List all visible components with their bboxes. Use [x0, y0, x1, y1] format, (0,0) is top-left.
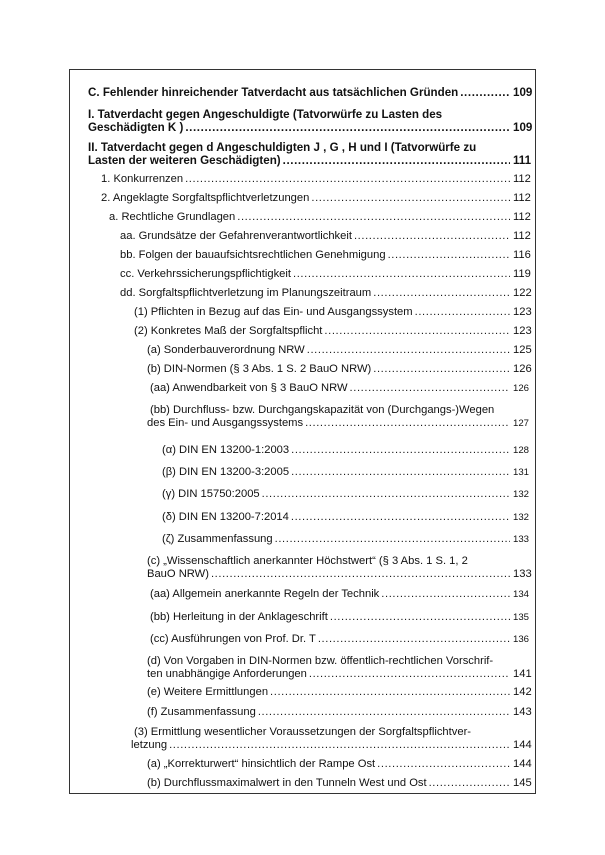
toc-title: (a) Sonderbauverordnung NRW	[147, 344, 305, 356]
toc-page: 116	[513, 249, 531, 261]
toc-entry-b-bb[interactable]	[70, 404, 535, 430]
toc-title: aa. Grundsätze der Gefahrenverantwortlichkeit	[120, 230, 352, 242]
toc-leader	[354, 230, 510, 243]
toc-entry-2b-din[interactable]	[70, 363, 535, 376]
toc-entry-aa[interactable]	[70, 230, 535, 243]
toc-title: des Ein- und Ausgangssystems	[147, 417, 304, 429]
toc-title: (cc) Ausführungen von Prof. Dr. T	[150, 633, 316, 645]
toc-title: (ζ) Zusammenfassung	[162, 533, 273, 545]
toc-entry-c-hoechst[interactable]	[70, 555, 535, 581]
toc-title: 1. Konkurrenzen	[101, 173, 184, 185]
toc-entry-3a[interactable]	[70, 758, 535, 771]
toc-leader	[373, 287, 510, 300]
toc-leader	[330, 611, 510, 624]
toc-entry-dd-2[interactable]	[70, 325, 535, 338]
toc-leader	[429, 777, 510, 790]
toc-title: ten unabhängige Anforderungen	[147, 668, 307, 680]
toc-title: (β) DIN EN 13200-3:2005	[162, 466, 290, 478]
toc-page: 136	[513, 634, 530, 645]
toc-title: letzung	[131, 739, 168, 751]
toc-leader	[373, 363, 510, 376]
toc-leader	[293, 268, 510, 281]
toc-page: 123	[513, 325, 532, 337]
toc-leader	[283, 154, 510, 167]
toc-page: 144	[513, 739, 532, 751]
toc-title-line1: (3) Ermittlung wesentlicher Voraussetzungen der Sorgfaltspflichtver-	[134, 726, 472, 738]
toc-title: (1) Pflichten in Bezug auf das Ein- und Ausgangssystem	[134, 306, 413, 318]
toc-leader	[305, 417, 510, 430]
toc-title: Lasten der weiteren Geschädigten)	[88, 154, 281, 167]
toc-entry-c-bb[interactable]	[70, 611, 535, 624]
toc-entry-2a[interactable]	[70, 211, 535, 224]
toc-entry-alpha[interactable]	[70, 444, 535, 457]
toc-leader	[309, 668, 510, 681]
toc-leader	[185, 173, 510, 186]
toc-title: (b) Durchflussmaximalwert in den Tunneln West und Ost	[147, 777, 427, 789]
toc-title-line1: II. Tatverdacht gegen d Angeschuldigten J , G , H und I (Tatvorwürfe zu	[88, 141, 477, 154]
toc-leader	[291, 466, 510, 479]
toc-leader	[381, 588, 510, 601]
toc-leader	[262, 488, 510, 501]
toc-title: (a) „Korrekturwert“ hinsichtlich der Rampe Ost	[147, 758, 376, 770]
toc-page: 112	[513, 173, 531, 185]
toc-leader	[350, 382, 510, 395]
toc-leader	[185, 121, 510, 134]
toc-entry-dd-1[interactable]	[70, 306, 535, 319]
toc-page: 127	[513, 418, 530, 429]
toc-leader	[169, 739, 510, 752]
toc-title-line1: (bb) Durchfluss- bzw. Durchgangskapazität von (Durchgangs-)Wegen	[150, 404, 495, 416]
toc-leader	[388, 249, 510, 262]
toc-entry-c-aa[interactable]	[70, 588, 535, 601]
toc-title: (bb) Herleitung in der Anklageschrift	[150, 611, 328, 623]
toc-page: 126	[513, 363, 532, 375]
toc-page: 132	[513, 512, 530, 523]
toc-page: 112	[513, 211, 531, 223]
toc-page: 134	[513, 589, 530, 600]
toc-title: (b) DIN-Normen (§ 3 Abs. 1 S. 2 BauO NRW)	[147, 363, 372, 375]
toc-page: 109	[513, 86, 533, 99]
toc-title: a. Rechtliche Grundlagen	[109, 211, 236, 223]
toc-leader	[318, 633, 510, 646]
toc-page: 119	[513, 268, 531, 280]
toc-page: 112	[513, 192, 531, 204]
toc-page: 133	[513, 534, 530, 545]
toc-entry-dd-3[interactable]	[70, 726, 535, 752]
toc-page: 125	[513, 344, 532, 356]
toc-page: 132	[513, 489, 530, 500]
toc-leader	[211, 568, 510, 581]
toc-title-line1: (d) Von Vorgaben in DIN-Normen bzw. öffentlich-rechtlichen Vorschrif-	[147, 655, 494, 667]
toc-leader	[291, 511, 510, 524]
toc-page: 135	[513, 612, 530, 623]
toc-entry-dd[interactable]	[70, 287, 535, 300]
toc-entry-e[interactable]	[70, 686, 535, 699]
toc-page: 133	[513, 568, 532, 580]
toc-page: 131	[513, 467, 530, 478]
toc-entry-c[interactable]	[70, 86, 535, 99]
toc-page: 111	[513, 154, 532, 167]
toc-page: 112	[513, 230, 531, 242]
toc-title: (γ) DIN 15750:2005	[162, 488, 260, 500]
toc-entry-3b[interactable]	[70, 777, 535, 790]
toc-leader	[237, 211, 510, 224]
toc-leader	[270, 686, 510, 699]
toc-title-line1: (c) „Wissenschaftlich anerkannter Höchstwert“ (§ 3 Abs. 1 S. 1, 2	[147, 555, 468, 567]
toc-leader	[324, 325, 510, 338]
toc-leader	[415, 306, 510, 319]
toc-entry-cc[interactable]	[70, 268, 535, 281]
toc-entry-f[interactable]	[70, 706, 535, 719]
toc-title: (f) Zusammenfassung	[147, 706, 256, 718]
toc-page: 144	[513, 758, 532, 770]
toc-entry-bb[interactable]	[70, 249, 535, 262]
toc-leader	[291, 444, 510, 457]
toc-page: 109	[513, 121, 533, 134]
toc-entry-i[interactable]	[70, 108, 535, 134]
toc-leader	[460, 86, 510, 99]
toc-entry-2[interactable]	[70, 192, 535, 205]
toc-leader	[311, 192, 510, 205]
toc-page: 143	[513, 706, 532, 718]
toc-leader	[275, 533, 510, 546]
toc-title: C. Fehlender hinreichender Tatverdacht aus tatsächlichen Gründen	[88, 86, 459, 99]
toc-entry-2a-son[interactable]	[70, 344, 535, 357]
toc-page: 145	[513, 777, 532, 789]
toc-entry-delta[interactable]	[70, 511, 535, 524]
toc-title-line1: I. Tatverdacht gegen Angeschuldigte (Tatvorwürfe zu Lasten des	[88, 108, 443, 121]
toc-entry-d[interactable]	[70, 655, 535, 681]
toc-page: 126	[513, 383, 530, 394]
toc-entry-beta[interactable]	[70, 466, 535, 479]
toc-title: (aa) Anwendbarkeit von § 3 BauO NRW	[150, 382, 348, 394]
toc-entry-b-aa[interactable]	[70, 382, 535, 395]
toc-title: cc. Verkehrssicherungspflichtigkeit	[120, 268, 291, 280]
toc-title: 2. Angeklagte Sorgfaltspflichtverletzungen	[101, 192, 310, 204]
toc-page: 128	[513, 445, 530, 456]
toc-entry-zeta[interactable]	[70, 533, 535, 546]
toc-entry-ii[interactable]	[70, 141, 535, 167]
toc-frame	[69, 69, 536, 794]
toc-page: 122	[513, 287, 532, 299]
toc-title: (δ) DIN EN 13200-7:2014	[162, 511, 289, 523]
toc-page: 141	[513, 668, 532, 680]
toc-title: BauO NRW)	[147, 568, 209, 580]
toc-title: dd. Sorgfaltspflichtverletzung im Planungszeitraum	[120, 287, 372, 299]
toc-entry-c-cc[interactable]	[70, 633, 535, 646]
toc-entry-gamma[interactable]	[70, 488, 535, 501]
toc-title: (α) DIN EN 13200-1:2003	[162, 444, 290, 456]
toc-page: 123	[513, 306, 532, 318]
toc-title: (aa) Allgemein anerkannte Regeln der Technik	[150, 588, 380, 600]
toc-leader	[258, 706, 510, 719]
toc-leader	[307, 344, 510, 357]
toc-title: (2) Konkretes Maß der Sorgfaltspflicht	[134, 325, 323, 337]
toc-entry-1[interactable]	[70, 173, 535, 186]
toc-title: Geschädigten K )	[88, 121, 184, 134]
toc-leader	[377, 758, 510, 771]
toc-title: bb. Folgen der bauaufsichtsrechtlichen Genehmigung	[120, 249, 386, 261]
toc-title: (e) Weitere Ermittlungen	[147, 686, 269, 698]
toc-page: 142	[513, 686, 532, 698]
